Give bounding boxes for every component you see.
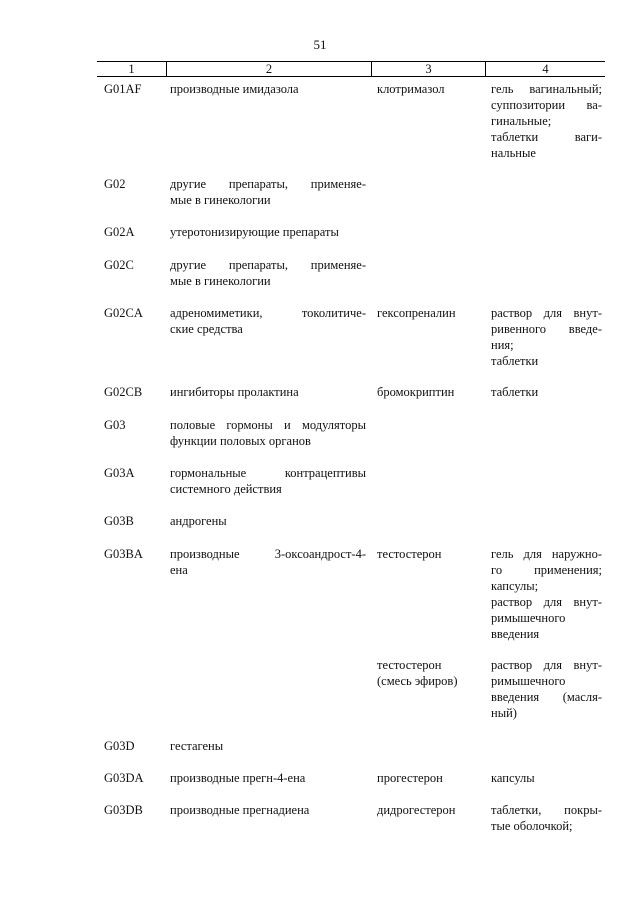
- group-name: [170, 802, 366, 818]
- group-name-line: другие препараты, применяе-: [170, 258, 366, 272]
- dosage-forms-line: раствор для внут-: [491, 595, 602, 609]
- dosage-forms-line: римышечного: [491, 611, 566, 625]
- group-name-line: ингибиторы пролактина: [170, 385, 299, 399]
- group-name: [170, 770, 366, 786]
- dosage-forms-line: раствор для внут-: [491, 306, 602, 320]
- header-col-4: 4: [542, 62, 549, 76]
- dosage-forms-line: введения (масля-: [491, 690, 602, 704]
- dosage-forms-line: ный): [491, 706, 517, 720]
- group-name: [170, 81, 366, 97]
- group-name-line: андрогены: [170, 514, 227, 528]
- drug-name: [377, 770, 485, 786]
- atc-code: G03B: [104, 514, 134, 528]
- dosage-forms: [491, 305, 602, 369]
- group-name-line: производные прегн-4-ена: [170, 771, 306, 785]
- dosage-forms-line: введения: [491, 627, 540, 641]
- group-name-line: гормональные контрацептивы: [170, 466, 366, 480]
- dosage-forms-line: раствор для внут-: [491, 658, 602, 672]
- dosage-forms-line: гель вагинальный;: [491, 82, 602, 96]
- group-name: [170, 546, 366, 578]
- atc-code: G02: [104, 177, 126, 191]
- dosage-forms-line: суппозитории ва-: [491, 98, 602, 112]
- group-name-line: производные имидазола: [170, 82, 299, 96]
- group-name-line: производные прегнадиена: [170, 803, 310, 817]
- dosage-forms-line: таблетки: [491, 354, 539, 368]
- group-name: [170, 513, 366, 529]
- group-name-line: мые в гинекологии: [170, 274, 271, 288]
- drug-name-line: бромокриптин: [377, 385, 455, 399]
- table-header: [97, 61, 605, 77]
- drug-name-line: (смесь эфиров): [377, 674, 458, 688]
- group-name-line: производные 3-оксоандрост-4-: [170, 547, 366, 561]
- atc-code: G02CA: [104, 306, 143, 320]
- dosage-forms: [491, 546, 602, 642]
- group-name: [170, 305, 366, 337]
- drug-name: [377, 802, 485, 818]
- dosage-forms: [491, 770, 602, 786]
- dosage-forms-line: ривенного введе-: [491, 322, 602, 336]
- group-name-line: гестагены: [170, 739, 224, 753]
- drug-name-line: дидрогестерон: [377, 803, 456, 817]
- drug-name: [377, 384, 485, 400]
- group-name: [170, 417, 366, 449]
- group-name: [170, 224, 366, 240]
- group-name-line: ские средства: [170, 322, 243, 336]
- drug-name: [377, 81, 485, 97]
- drug-name-line: клотримазол: [377, 82, 445, 96]
- atc-code: G02CB: [104, 385, 143, 399]
- atc-code: G02A: [104, 225, 135, 239]
- group-name-line: адреномиметики, токолитиче-: [170, 306, 366, 320]
- group-name-line: системного действия: [170, 482, 282, 496]
- dosage-forms-line: таблетки ваги-: [491, 130, 602, 144]
- group-name: [170, 465, 366, 497]
- group-name-line: мые в гинекологии: [170, 193, 271, 207]
- group-name-line: ена: [170, 563, 188, 577]
- dosage-forms-line: таблетки, покры-: [491, 803, 602, 817]
- group-name: [170, 176, 366, 208]
- atc-code: G03: [104, 418, 126, 432]
- dosage-forms: [491, 802, 602, 834]
- atc-code: G01AF: [104, 82, 142, 96]
- drug-name-line: тестостерон: [377, 658, 442, 672]
- group-name: [170, 738, 366, 754]
- dosage-forms-line: гинальные;: [491, 114, 552, 128]
- header-col-3: 3: [425, 62, 432, 76]
- page-number: 51: [313, 37, 327, 52]
- group-name: [170, 384, 366, 400]
- atc-code: G03A: [104, 466, 135, 480]
- group-name-line: половые гормоны и модуляторы: [170, 418, 366, 432]
- drug-name: [377, 305, 485, 321]
- dosage-forms-line: ния;: [491, 338, 514, 352]
- atc-code: G03DB: [104, 803, 143, 817]
- atc-code: G03BA: [104, 547, 143, 561]
- dosage-forms: [491, 81, 602, 161]
- atc-code: G02C: [104, 258, 134, 272]
- dosage-forms-line: таблетки: [491, 385, 539, 399]
- atc-code: G03DA: [104, 771, 144, 785]
- drug-name: [377, 657, 485, 689]
- dosage-forms-line: го применения;: [491, 563, 602, 577]
- group-name: [170, 257, 366, 289]
- group-name-line: утеротонизирующие препараты: [170, 225, 339, 239]
- drug-name-line: гексопреналин: [377, 306, 456, 320]
- dosage-forms-line: гель для наружно-: [491, 547, 602, 561]
- dosage-forms-line: нальные: [491, 146, 536, 160]
- header-col-1: 1: [128, 62, 135, 76]
- drug-name: [377, 546, 485, 562]
- dosage-forms-line: тые оболочкой;: [491, 819, 573, 833]
- dosage-forms: [491, 657, 602, 721]
- dosage-forms-line: капсулы;: [491, 579, 539, 593]
- dosage-forms-line: римышечного: [491, 674, 566, 688]
- dosage-forms-line: капсулы: [491, 771, 535, 785]
- dosage-forms: [491, 384, 602, 400]
- atc-code: G03D: [104, 739, 135, 753]
- header-col-2: 2: [265, 62, 273, 76]
- group-name-line: другие препараты, применяе-: [170, 177, 366, 191]
- group-name-line: функции половых органов: [170, 434, 311, 448]
- drug-name-line: прогестерон: [377, 771, 443, 785]
- drug-name-line: тестостерон: [377, 547, 442, 561]
